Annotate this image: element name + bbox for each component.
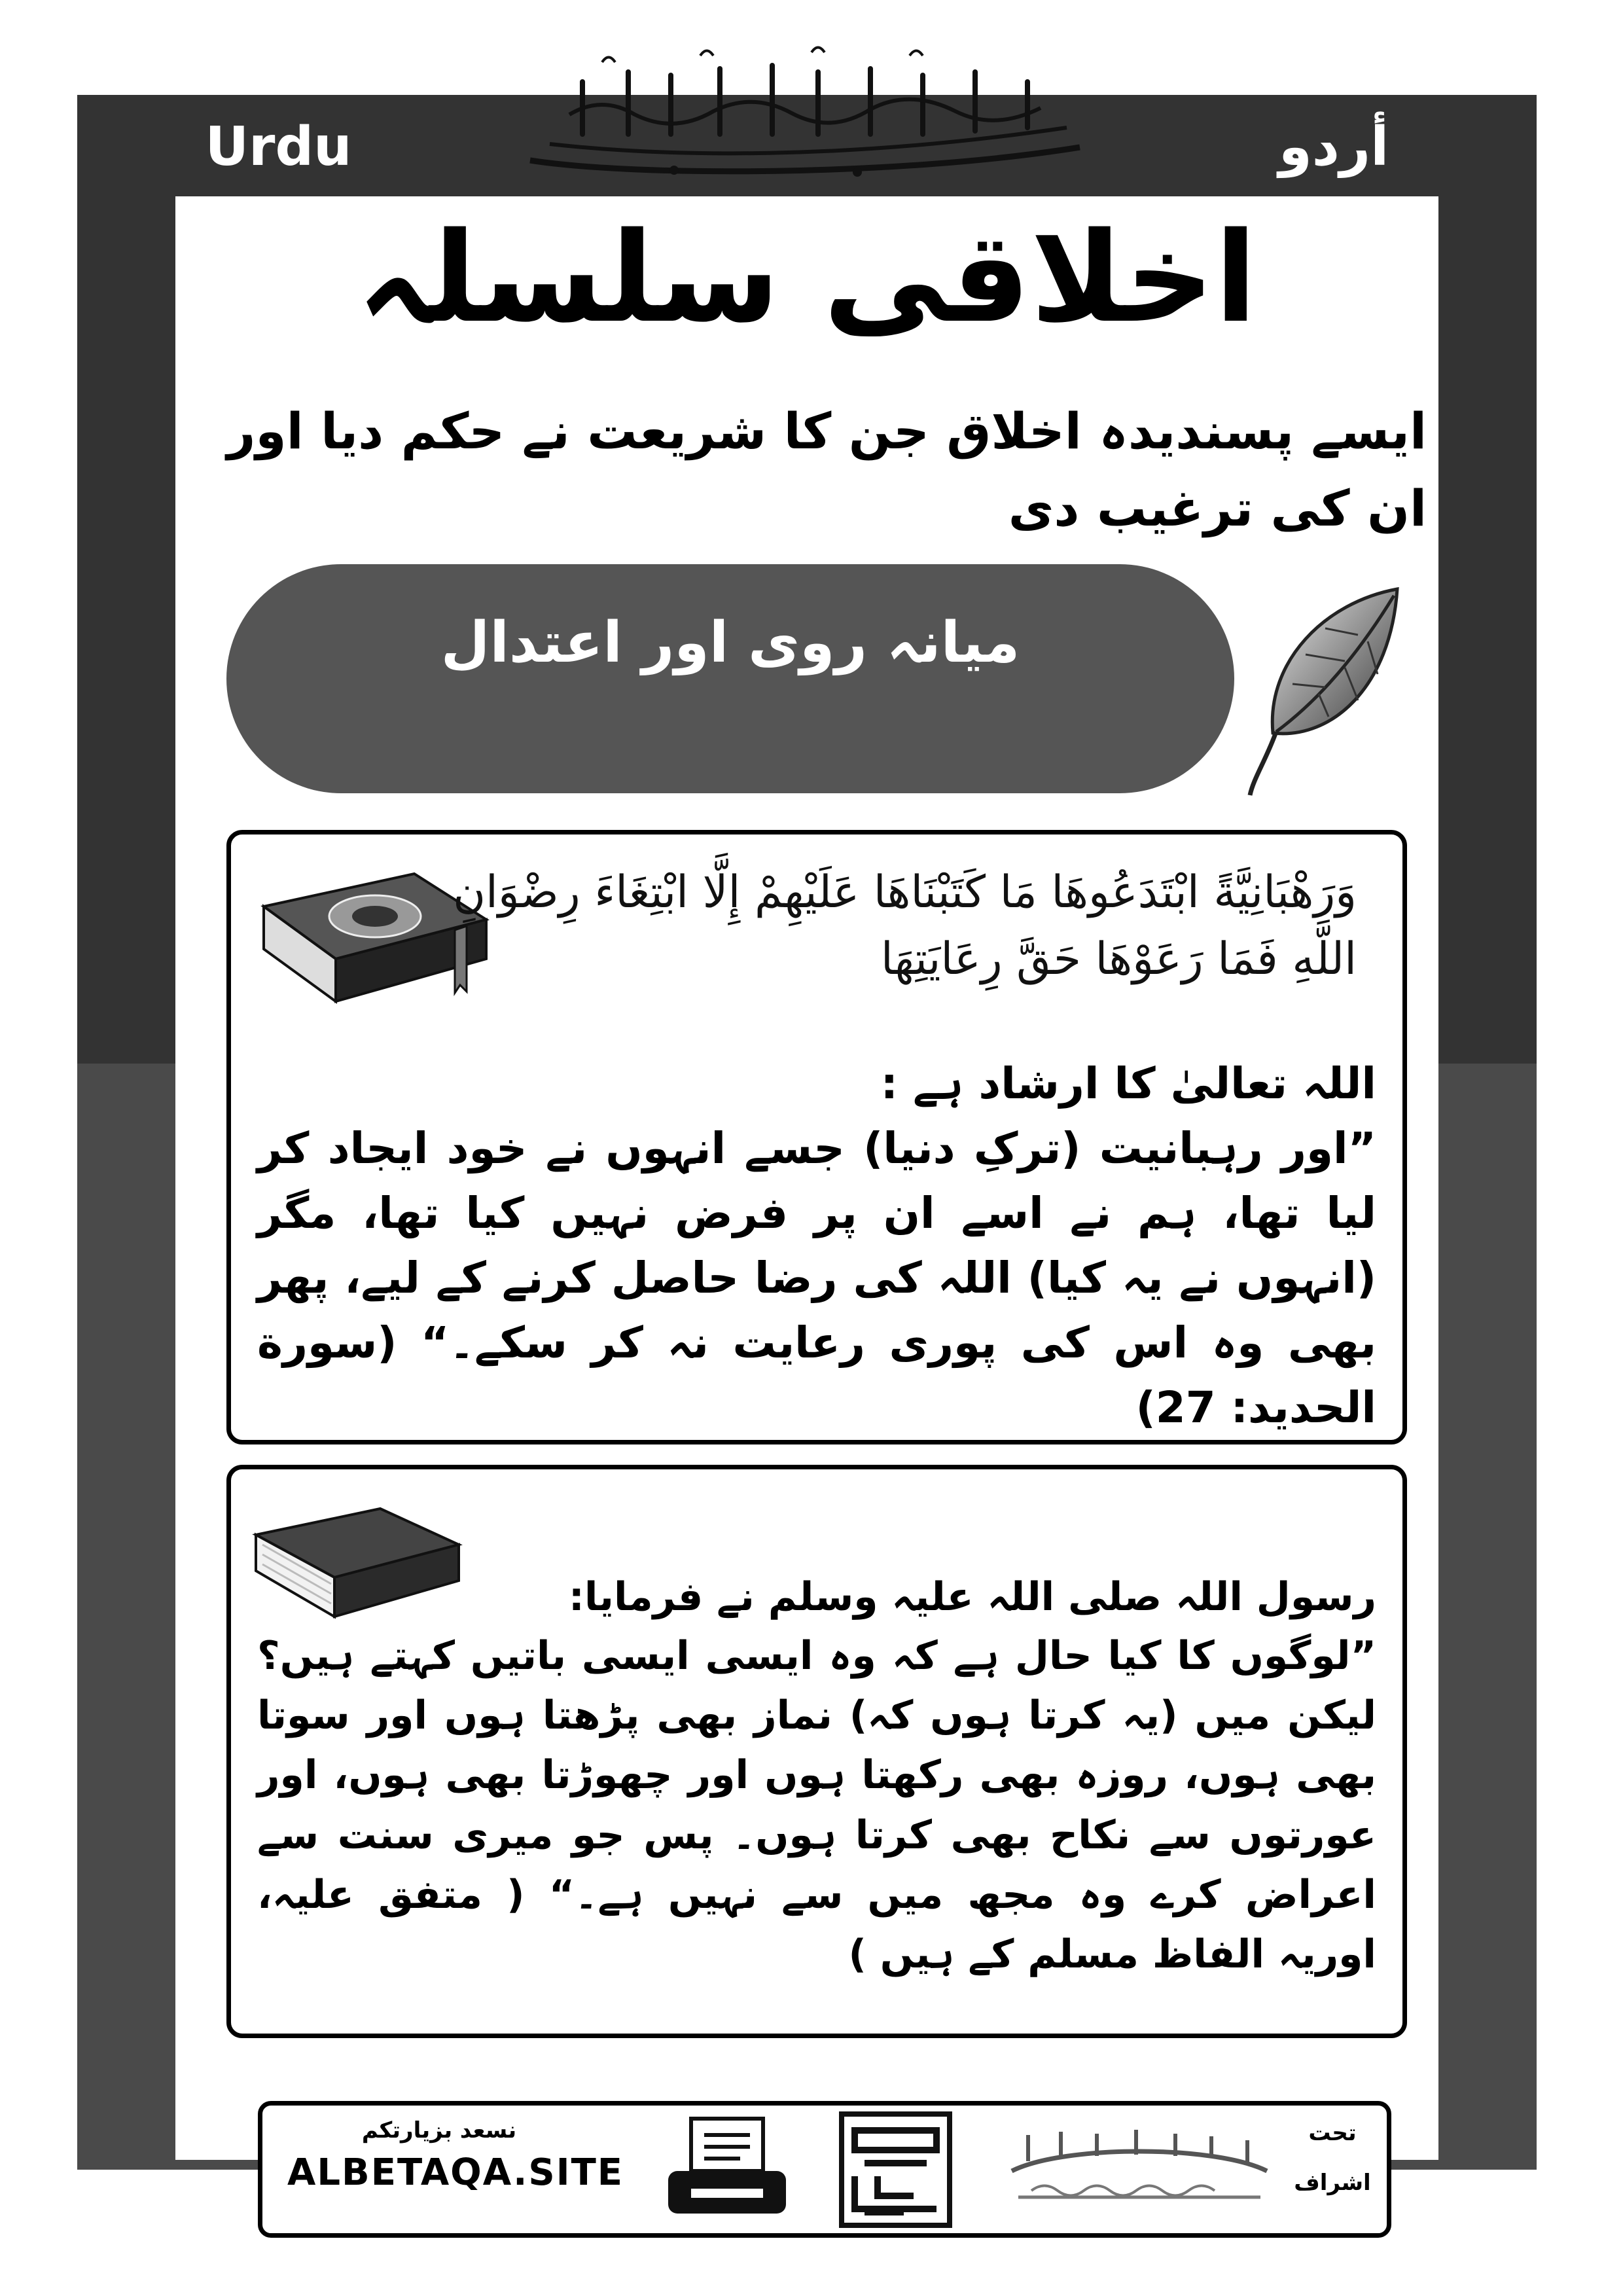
language-tab-english: Urdu: [77, 97, 480, 196]
verse-translation: ”اور رہبانیت (ترکِ دنیا) جسے انہوں نے خود ایجاد کر لیا تھا، ہم نے اسے ان پر فرض نہیں کیا تھا، مگر (انہوں نے یہ کیا) اللہ کی رضا حاصل کرنے کے لیے، پھر بھی وہ اس کی پوری رعایت نہ کر سکے۔“ (سورة الحديد: 27): [257, 1123, 1377, 1433]
page-subtitle: ایسے پسندیدہ اخلاق جن کا شریعت نے حکم دیا اور ان کی ترغیب دی: [226, 402, 1427, 537]
topic-title: میانہ روی اور اعتدال: [440, 610, 1020, 675]
language-tab-urdu: أردو: [1131, 97, 1537, 196]
footer-website-link[interactable]: ALBETAQA.SITE: [287, 2151, 624, 2194]
topic-banner: [226, 564, 1234, 793]
quran-verse: وَرَهْبَانِيَّةً ابْتَدَعُوهَا مَا كَتَبْنَاهَا عَلَيْهِمْ إِلَّا ابْتِغَاءَ رِضْوَانِ اللَّهِ فَمَا رَعَوْهَا حَقَّ رِعَايَتِهَا: [453, 867, 1357, 985]
leaf-icon: [1247, 583, 1410, 798]
closed-book-icon: [249, 1496, 465, 1626]
dawah-paper-logo: [838, 2111, 953, 2229]
page-title: اخلاقی سلسلہ: [357, 206, 1257, 350]
quran-box: [226, 830, 1407, 1444]
verse-intro: اللہ تعالیٰ کا ارشاد ہے :: [880, 1058, 1376, 1109]
footer-thanks: نسعد بزيارتكم: [361, 2117, 517, 2144]
hadith-box: [226, 1465, 1407, 2038]
footer-bar: [258, 2101, 1391, 2238]
basmala-calligraphy: [504, 36, 1106, 190]
printer-icon: [662, 2115, 793, 2223]
supervision-label-2: اشراف: [1294, 2170, 1371, 2196]
dawah-logo-icon: [838, 2111, 953, 2229]
organization-logo: [999, 2122, 1280, 2220]
organization-calligraphy-icon: [999, 2122, 1280, 2220]
hadith-text: ”لوگوں کا کیا حال ہے کہ وہ ایسی ایسی باتیں کہتے ہیں؟ لیکن میں (یہ کرتا ہوں کہ) نماز بھی پڑھتا ہوں اور سوتا بھی ہوں، روزہ بھی رکھتا ہوں اور چھوڑتا بھی ہوں، اور عورتوں سے نکاح بھی کرتا ہوں۔ پس جو میری سنت سے اعراض کرے وہ مجھ میں سے نہیں ہے۔“ ( متفق علیہ، اوریہ الفاظ مسلم کے ہیں ): [257, 1633, 1376, 1977]
basmala-calligraphy-icon: [504, 36, 1106, 190]
hadith-intro: رسول اللہ صلی اللہ علیہ وسلم نے فرمایا:: [568, 1574, 1376, 1620]
supervision-label-1: تحت: [1308, 2120, 1357, 2146]
